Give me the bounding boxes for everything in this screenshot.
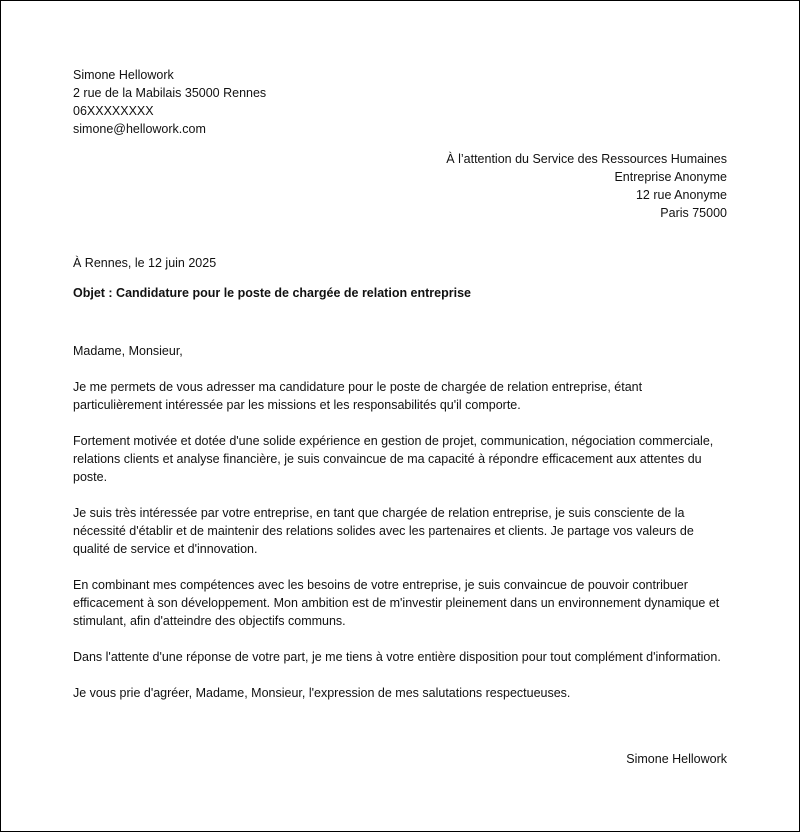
body-paragraph: Je me permets de vous adresser ma candidature pour le poste de chargée de relation entreprise, étant particulièrement intéressée par les missions et les responsabilités qu'il comporte. bbox=[73, 380, 643, 412]
sender-block bbox=[73, 66, 733, 138]
signature: Simone Hellowork bbox=[626, 752, 727, 766]
closing-paragraph: Je vous prie d'agréer, Madame, Monsieur, l'expression de mes salutations respectueuses. bbox=[73, 686, 571, 700]
recipient-street: 12 rue Anonyme bbox=[635, 188, 727, 202]
letter-body bbox=[73, 342, 733, 720]
recipient-city: Paris 75000 bbox=[660, 206, 727, 220]
recipient-company: Entreprise Anonyme bbox=[614, 170, 727, 184]
letter-subject: Objet : Candidature pour le poste de chargée de relation entreprise bbox=[73, 286, 472, 300]
body-paragraph: Je suis très intéressée par votre entreprise, en tant que chargée de relation entreprise, je suis consciente de la nécessité d'établir et de maintenir des relations solides avec les partenaires et clients. Je partage vos valeurs de qualité de service et d'innovation. bbox=[73, 506, 694, 556]
letter-date: À Rennes, le 12 juin 2025 bbox=[73, 256, 217, 270]
body-paragraph: Fortement motivée et dotée d'une solide expérience en gestion de projet, communication, négociation commerciale, relations clients et analyse financière, je suis convaincue de ma capacité à répondre efficacement aux attentes du poste. bbox=[73, 434, 714, 484]
sender-email: simone@hellowork.com bbox=[73, 122, 206, 136]
body-paragraph: En combinant mes compétences avec les besoins de votre entreprise, je suis convaincue de pouvoir contribuer efficacement à son développement. Mon ambition est de m'investir pleinement dans un environnement dynamique et stimulant, afin d'atteindre des objectifs communs. bbox=[73, 578, 720, 628]
recipient-attention: À l’attention du Service des Ressources Humaines bbox=[446, 152, 727, 166]
sender-address: 2 rue de la Mabilais 35000 Rennes bbox=[73, 86, 267, 100]
sender-phone: 06XXXXXXXX bbox=[73, 104, 154, 118]
recipient-block bbox=[327, 150, 727, 222]
sender-name: Simone Hellowork bbox=[73, 68, 174, 82]
salutation: Madame, Monsieur, bbox=[73, 344, 183, 358]
body-paragraph: Dans l'attente d'une réponse de votre part, je me tiens à votre entière disposition pour tout complément d'information. bbox=[73, 650, 721, 664]
